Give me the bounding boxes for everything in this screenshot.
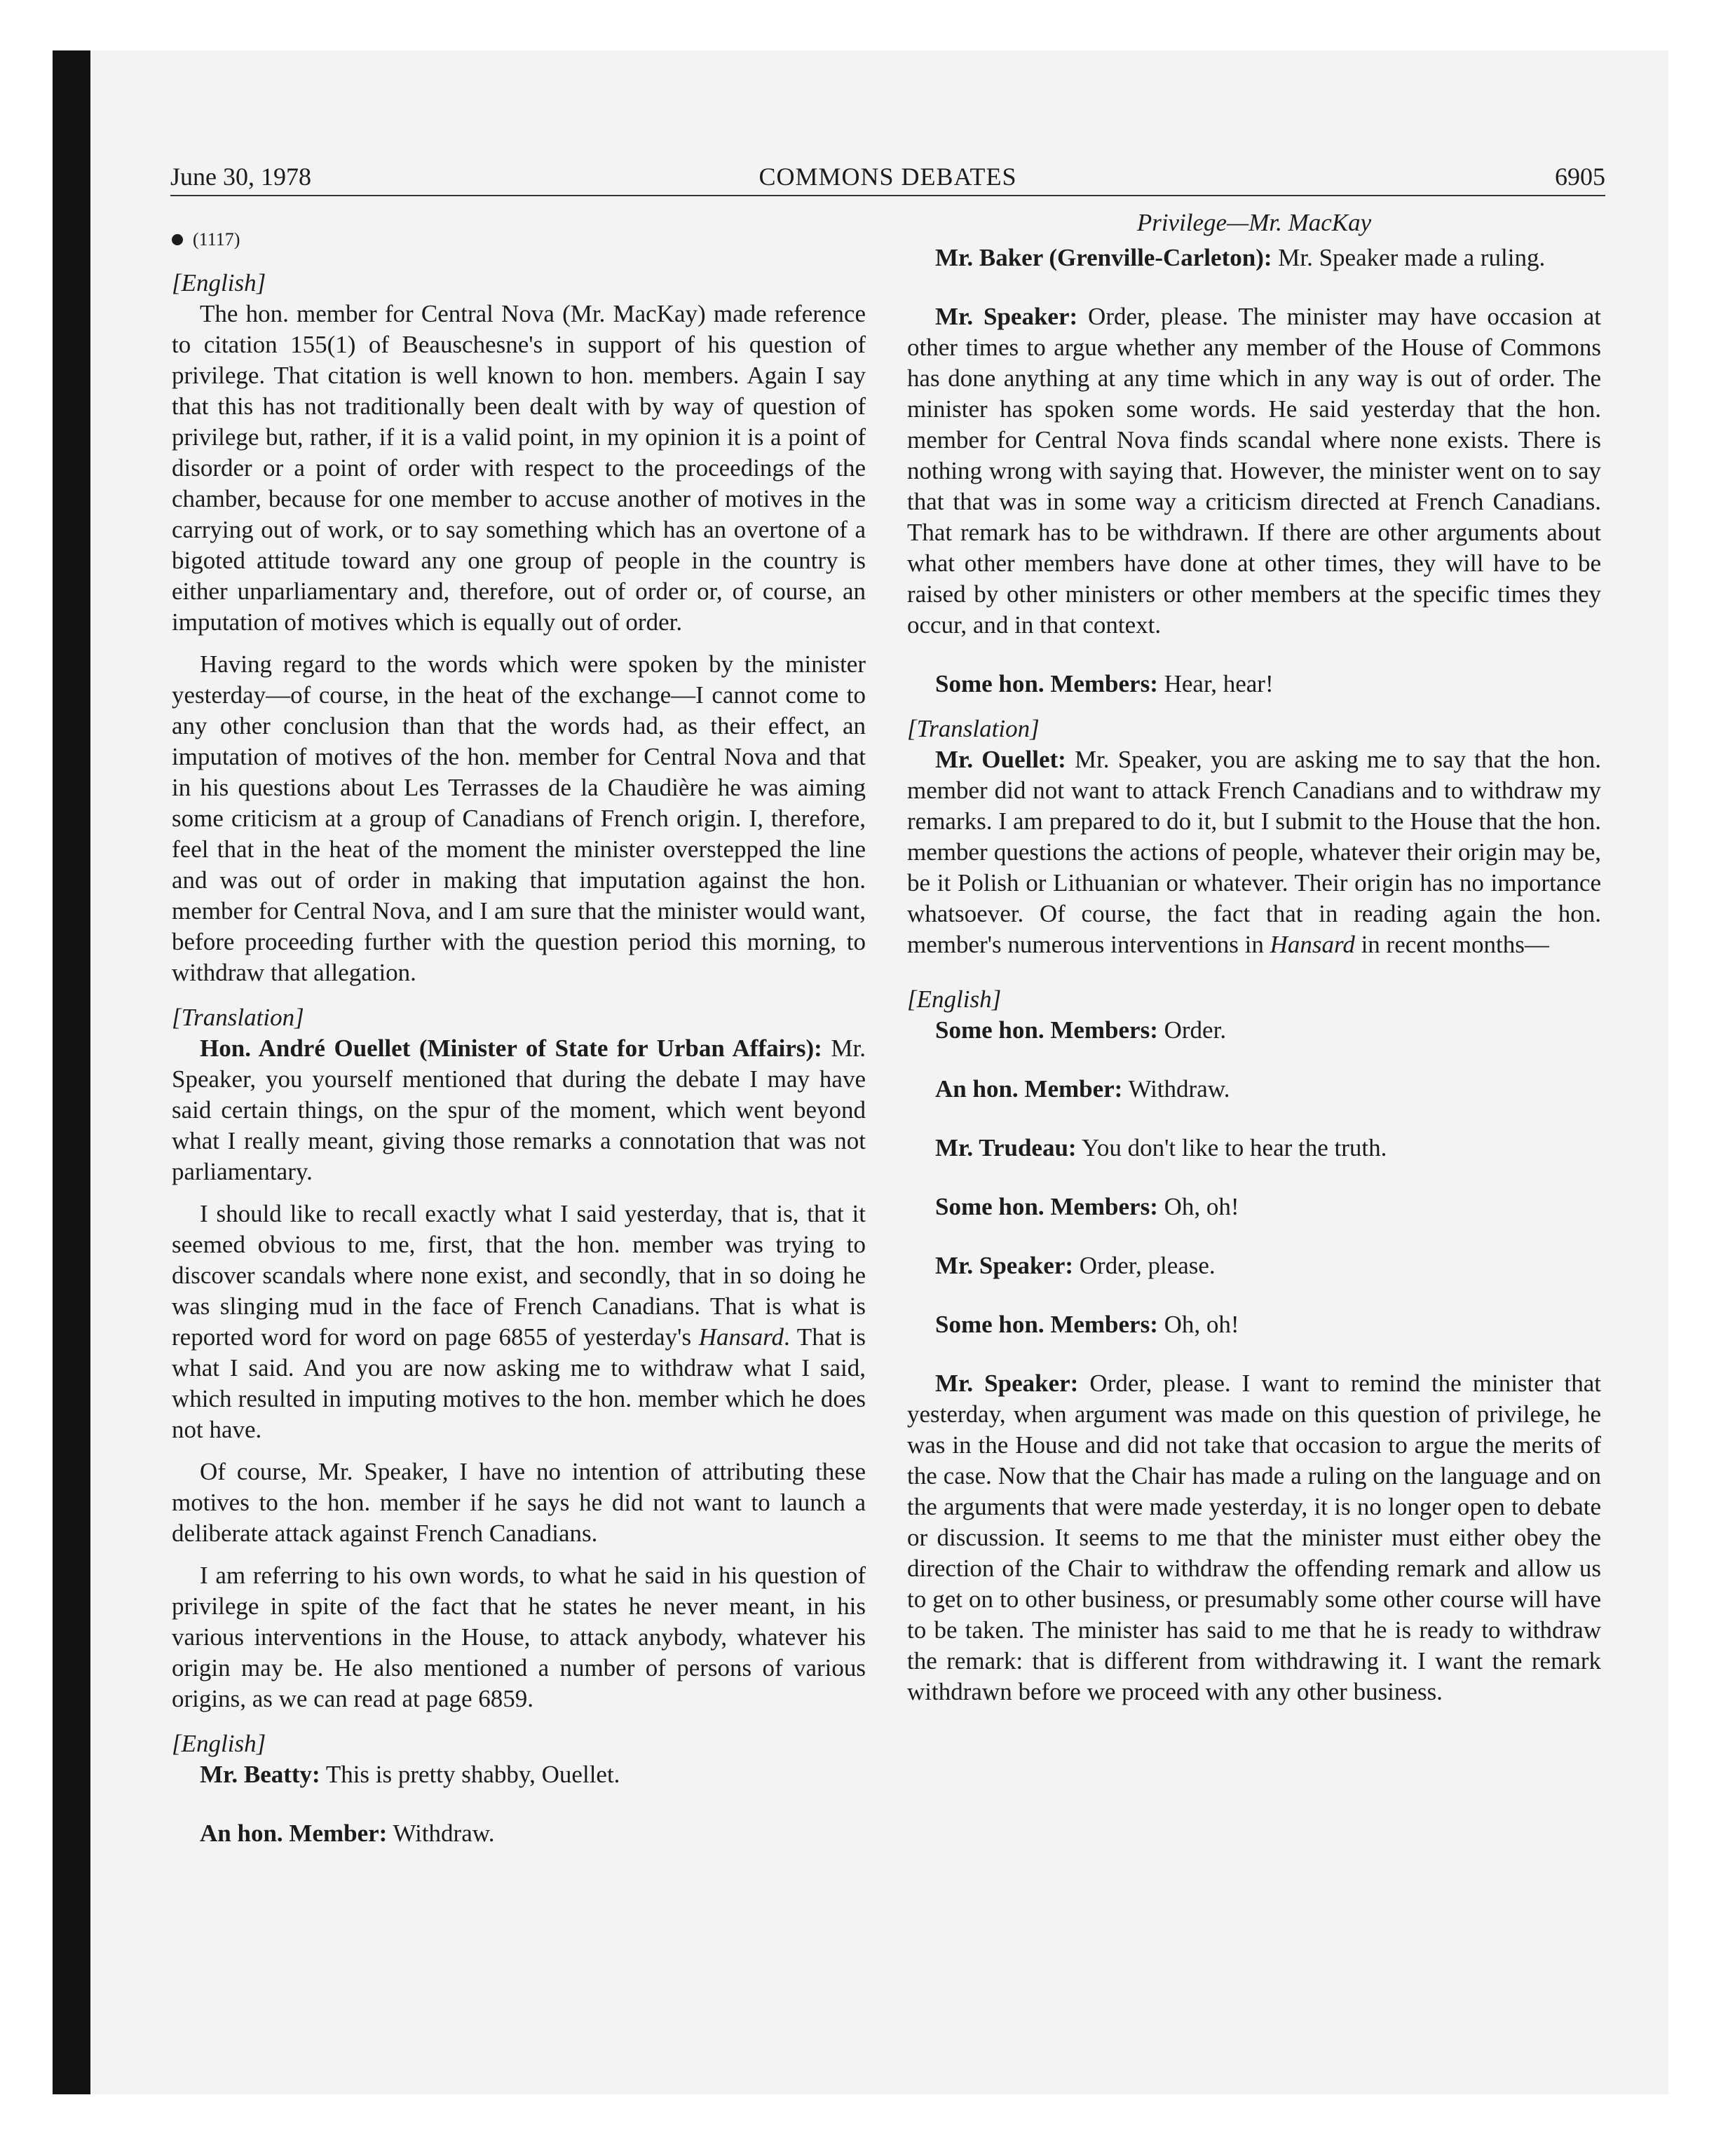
speaker-name: Mr. Speaker:	[935, 1252, 1074, 1279]
header-rule	[170, 195, 1605, 196]
speaker-name: Mr. Speaker:	[935, 303, 1078, 330]
speech-text: Withdraw.	[1122, 1075, 1230, 1103]
right-column	[907, 207, 1601, 1707]
paragraph	[907, 1015, 1601, 1046]
speech-text: This is pretty shabby, Ouellet.	[320, 1761, 620, 1788]
paragraph	[172, 1199, 866, 1445]
speaker-name: Mr. Speaker:	[935, 1370, 1079, 1397]
speech-text: Oh, oh!	[1157, 1311, 1239, 1338]
speech-text: Withdraw.	[387, 1820, 495, 1847]
language-tag: [English]	[907, 985, 1002, 1013]
section-heading: Privilege—Mr. MacKay	[1136, 209, 1372, 236]
header-date: June 30, 1978	[170, 163, 311, 191]
speech-text: Mr. Speaker, you are asking me to say that the hon. member did not want to attack French Canadians and to withdraw my remarks. I am prepared to do it, but I submit to the House that the hon. member questions the actions of people, whatever their origin may be, be it Polish or Lithuanian or whatever. Their origin has no importance whatsoever. Of course, the fact that in reading again the hon. member's numerous interventions in	[907, 746, 1602, 958]
speech-text: Mr. Speaker made a ruling.	[1272, 244, 1546, 271]
speech-text: Hear, hear!	[1157, 670, 1274, 697]
paragraph	[907, 1192, 1601, 1222]
speaker-name: An hon. Member:	[935, 1075, 1123, 1103]
publication-title: Hansard	[698, 1323, 784, 1351]
speech-text: . That is what I said. And you are now asking me to withdraw what I said, which resulted in imputing motives to the hon. member which he does not have.	[172, 1323, 866, 1443]
speaker-name: Mr. Beatty:	[200, 1761, 320, 1788]
speaker-name: Hon. André Ouellet (Minister of State for Urban Affairs):	[200, 1035, 822, 1062]
speech-text: Order, please.	[1073, 1252, 1216, 1279]
speech-text: Mr. Speaker, you yourself mentioned that during the debate I may have said certain things, on the spur of the moment, which went beyond what I really meant, giving those remarks a connotation that was not parliamentary.	[172, 1035, 866, 1185]
time-marker	[172, 224, 866, 255]
paragraph	[907, 1250, 1601, 1281]
paragraph: Of course, Mr. Speaker, I have no intention of attributing these motives to the hon. member if he says he did not want to launch a deliberate attack against French Canadians.	[172, 1458, 866, 1547]
speaker-name: Mr. Ouellet:	[935, 746, 1066, 773]
paragraph	[907, 243, 1601, 273]
paragraph	[172, 1818, 866, 1849]
header-page-number: 6905	[1555, 163, 1605, 191]
language-tag: [Translation]	[907, 715, 1040, 742]
speaker-name: Some hon. Members:	[935, 670, 1158, 697]
speech-text: You don't like to hear the truth.	[1076, 1134, 1387, 1161]
speech-text: Order.	[1157, 1016, 1227, 1044]
speech-text: Order, please. The minister may have occasion at other times to argue whether any member of the House of Commons has done anything at any time which in any way is out of order. The minister has spoken some words. He said yesterday that the hon. member for Central Nova finds scandal where none exists. There is nothing wrong with saying that. However, the minister went on to say that that was in some way a criticism directed at French Canadians. That remark has to be withdrawn. If there are other arguments about what other members have done at other times, they will have to be raised by other ministers or other members at the specific times they occur, and in that context.	[907, 303, 1601, 639]
speaker-name: Mr. Baker (Grenville-Carleton):	[935, 244, 1272, 271]
speech-text: Oh, oh!	[1157, 1193, 1239, 1220]
speech-text: I should like to recall exactly what I said yesterday, that is, that it seemed obvious to me, first, that the hon. member was trying to discover scandals where none exist, and secondly, that in so doing he was slinging mud in the face of French Canadians. That is what is reported word for word on page 6855 of yesterday's	[172, 1200, 866, 1351]
paragraph	[907, 1133, 1601, 1164]
language-tag: [Translation]	[172, 1004, 304, 1031]
paragraph	[907, 1074, 1601, 1105]
scan-edge-bar	[53, 50, 90, 2094]
language-tag: [English]	[172, 1730, 266, 1757]
left-column	[172, 207, 866, 1849]
speaker-name: Some hon. Members:	[935, 1193, 1158, 1220]
language-tag: [English]	[172, 269, 266, 296]
speaker-name: Some hon. Members:	[935, 1016, 1158, 1044]
paragraph	[907, 301, 1601, 641]
speaker-name: Some hon. Members:	[935, 1311, 1158, 1338]
paragraph	[907, 1368, 1601, 1707]
paragraph: The hon. member for Central Nova (Mr. MacKay) made reference to citation 155(1) of Beauschesne's in support of his question of privilege. That citation is well known to hon. members. Again I say that this has not traditionally been dealt with by way of question of privilege but, rather, if it is a valid point, in my opinion it is a point of disorder or a point of order with respect to the proceedings of the chamber, because for one member to accuse another of motives in the carrying out of work, or to say something which has an overtone of a bigoted attitude toward any one group of people in the country is either unparliamentary and, therefore, out of order or, of course, an imputation of motives which is equally out of order.	[172, 300, 866, 636]
speaker-name: An hon. Member:	[200, 1820, 388, 1847]
speech-text: in recent months—	[1354, 931, 1549, 958]
paragraph	[907, 669, 1601, 700]
header-title: COMMONS DEBATES	[758, 163, 1017, 191]
running-header	[170, 158, 1605, 196]
paragraph	[907, 1309, 1601, 1340]
speaker-name: Mr. Trudeau:	[935, 1134, 1077, 1161]
paragraph	[172, 1759, 866, 1790]
paragraph: I am referring to his own words, to what he said in his question of privilege in spite of the fact that he states he never meant, in his various interventions in the House, to attack anybody, whatever his origin may be. He also mentioned a number of persons of various origins, as we can read at page 6859.	[172, 1562, 866, 1712]
speech-text: Order, please. I want to remind the minister that yesterday, when argument was made on this question of privilege, he was in the House and did not take that occasion to argue the merits of the case. Now that the Chair has made a ruling on the language and on the arguments that were made yesterday, it is no longer open to debate or discussion. It seems to me that the minister must either obey the direction of the Chair to withdraw the offending remark and allow us to get on to other business, or presumably some other course will have to be taken. The minister has said to me that he is ready to withdraw the remark: that is different from withdrawing it. I want the remark withdrawn before we proceed with any other business.	[907, 1370, 1602, 1705]
time-stamp: (1117)	[193, 229, 240, 250]
paragraph	[172, 1033, 866, 1187]
paragraph	[907, 744, 1601, 960]
bullet-icon	[172, 234, 183, 245]
paragraph: Having regard to the words which were spoken by the minister yesterday—of course, in the heat of the exchange—I cannot come to any other conclusion than that the words had, as their effect, an imputation of motives of the hon. member for Central Nova and that in his questions about Les Terrasses de la Chaudière he was aiming some criticism at a group of Canadians of French origin. I, therefore, feel that in the heat of the moment the minister overstepped the line and was out of order in making that imputation against the hon. member for Central Nova, and I am sure that the minister would want, before proceeding further with the question period this morning, to withdraw that allegation.	[172, 650, 866, 986]
publication-title: Hansard	[1270, 931, 1355, 958]
